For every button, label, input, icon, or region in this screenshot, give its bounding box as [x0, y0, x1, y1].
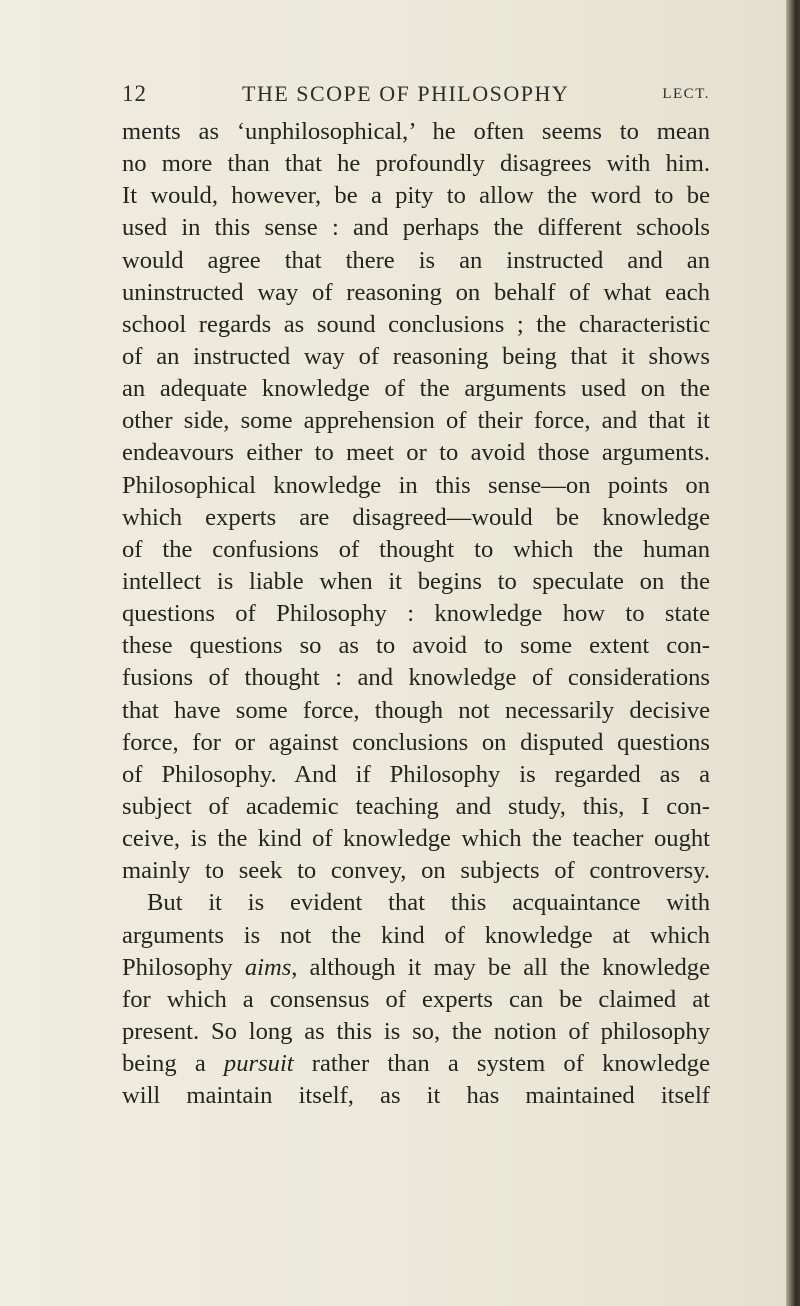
page-number: 12: [122, 81, 147, 106]
text-line: which experts are disagreed—would be knowledge: [122, 503, 710, 531]
text-line: present. So long as this is so, the notion of philosophy: [122, 1017, 710, 1045]
text-line: for which a consensus of experts can be claimed at: [122, 985, 710, 1013]
text-line: ceive, is the kind of knowledge which the teacher ought: [122, 825, 710, 853]
text-line: [122, 952, 710, 984]
text-line: of the confusions of thought to which the human: [122, 535, 710, 563]
text-line: force, for or against conclusions on disputed questions: [122, 728, 710, 756]
text-line: [122, 1048, 710, 1080]
text-line: fusions of thought : and knowledge of considerations: [122, 664, 710, 692]
text-line: an adequate knowledge of the arguments used on the: [122, 375, 710, 403]
text-line: uninstructed way of reasoning on behalf of what each: [122, 278, 710, 306]
text-line: no more than that he profoundly disagrees with him.: [122, 150, 710, 178]
text-line: arguments is not the kind of knowledge at which: [122, 921, 710, 949]
text-line: would agree that there is an instructed and an: [122, 246, 710, 274]
text-run: Philosophy: [122, 953, 245, 981]
text-line: these questions so as to avoid to some extent con-: [122, 632, 710, 660]
text-line: will maintain itself, as it has maintained itself: [122, 1082, 710, 1110]
text-line: It would, however, be a pity to allow the word to be: [122, 182, 710, 210]
text-line: subject of academic teaching and study, this, I con-: [122, 792, 710, 820]
section-abbrev: LECT.: [662, 86, 710, 102]
page-binding-edge: [786, 0, 800, 1306]
text-line: school regards as sound conclusions ; the characteristic: [122, 310, 710, 338]
page-header: [122, 81, 710, 111]
text-line: other side, some apprehension of their force, and that it: [122, 407, 710, 435]
running-title: THE SCOPE OF PHILOSOPHY: [242, 81, 570, 106]
text-run: being a: [122, 1050, 224, 1078]
italic-emphasis: pursuit: [223, 1050, 294, 1078]
text-line: Philosophical knowledge in this sense—on points on: [122, 471, 710, 499]
text-line: ments as ‘unphilosophical,’ he often seems to mean: [122, 118, 710, 145]
paragraph-first-line: But it is evident that this acquaintance with: [147, 889, 710, 917]
body-text: [122, 116, 710, 1112]
text-run: , although it may be all the knowledge: [291, 953, 710, 981]
text-line: that have some force, though not necessarily decisive: [122, 696, 710, 724]
italic-emphasis: aims: [244, 953, 292, 981]
text-line: endeavours either to meet or to avoid those arguments.: [122, 439, 710, 467]
text-line: questions of Philosophy : knowledge how to state: [122, 600, 710, 628]
text-line: of Philosophy. And if Philosophy is regarded as a: [122, 760, 710, 788]
text-line: intellect is liable when it begins to speculate on the: [122, 567, 710, 595]
text-run: rather than a system of knowledge: [293, 1050, 710, 1078]
text-line: used in this sense : and perhaps the different schools: [122, 214, 710, 242]
text-line: mainly to seek to convey, on subjects of controversy.: [122, 857, 710, 885]
text-line: of an instructed way of reasoning being that it shows: [122, 342, 710, 370]
